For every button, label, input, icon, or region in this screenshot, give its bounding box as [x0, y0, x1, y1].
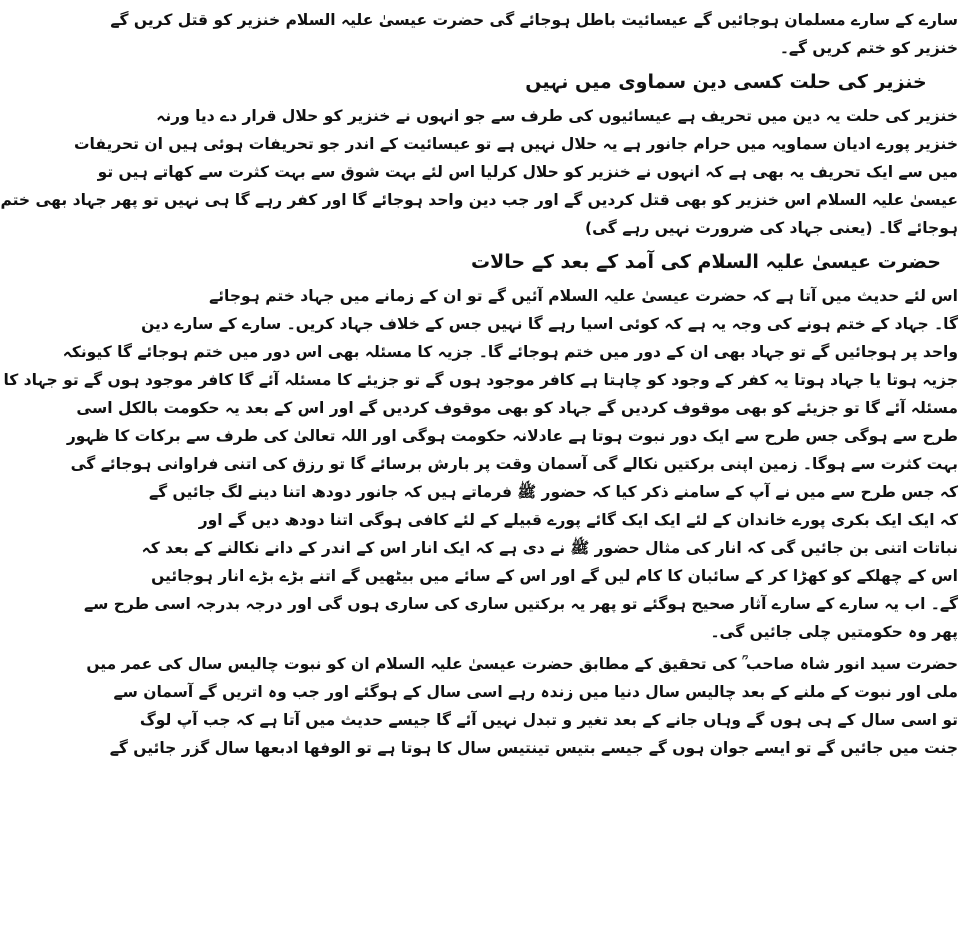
text-line: تو اسی سال کے ہی ہوں گے وہاں جانے کے بعد تغیر و تبدل نہیں آئے گا جیسے حدیث میں آتا ہے کہ جب آپ لوگ	[139, 711, 958, 729]
text-line: گے۔ اب یہ سارے کے سارے آثار صحیح ہوگئے تو پھر یہ برکتیں ساری کی ساری ہوں گی اور درجہ بدرجہ اسی طرح سے	[83, 595, 958, 613]
text-line: واحد پر ہوجائیں گے تو جہاد بھی ان کے دور میں ختم ہوجائے گا۔ جزیہ کا مسئلہ بھی اس دور میں ختم ہوجائے گا کیونکہ	[62, 343, 958, 361]
text-line: پھر وہ حکومتیں چلی جائیں گی۔	[710, 623, 958, 641]
section-heading-conditions: حضرت عیسیٰ علیہ السلام کی آمد کے بعد کے حالات	[471, 251, 941, 273]
text-line: خنزیر کی حلت یہ دین میں تحریف ہے عیسائیوں کی طرف سے جو انہوں نے خنزیر کو حلال قرار دے دیا ورنہ	[156, 107, 958, 125]
text-line: جنت میں جائیں گے تو ایسے جوان ہوں گے جیسے بتیس تینتیس سال کا ہوتا ہے تو الوفها ادبعها سال گزر جائیں گے	[109, 739, 958, 757]
text-line: اس لئے حدیث میں آتا ہے کہ حضرت عیسیٰ علیہ السلام آئیں گے تو ان کے زمانے میں جہاد ختم ہوجائے	[209, 287, 958, 305]
text-line: گا۔ جہاد کے ختم ہونے کی وجہ یہ ہے کہ کوئی اسیا رہے گا نہیں جس کے خلاف جہاد کریں۔ سارے کے سارے دین	[141, 315, 958, 333]
section-heading-pork: خنزیر کی حلت کسی دین سماوی میں نہیں	[525, 71, 927, 93]
text-line: خنزیر کو ختم کریں گے۔	[779, 39, 958, 57]
paragraph-intro	[110, 6, 958, 62]
text-line: میں سے ایک تحریف یہ بھی ہے کہ انہوں نے خنزیر کو حلال کرلیا اس لئے بہت شوق سے بہت کثرت سے کھاتے ہیں تو	[97, 163, 958, 181]
text-line: جزیہ ہوتا یا جہاد ہوتا یہ کفر کے وجود کو چاہتا ہے کافر موجود ہوں گے تو جزیئے کا مسئلہ آئے گا کافر موجود ہوں گے تو جہاد کا	[3, 371, 958, 389]
text-line: مسئلہ آئے گا تو جزیئے کو بھی موقوف کردیں گے جہاد کو بھی موقوف کردیں گے اور اس کے بعد یہ حکومت بالکل اسی	[76, 399, 958, 417]
text-line: کہ جس طرح سے میں نے آپ کے سامنے ذکر کیا کہ حضور ﷺ فرماتے ہیں کہ جانور دودھ اتنا دینے لگ جائیں گے	[149, 483, 958, 501]
text-line: سارے کے سارے مسلمان ہوجائیں گے عیسائیت باطل ہوجائے گی حضرت عیسیٰ علیہ السلام خنزیر کو قتل کریں گے	[110, 11, 958, 29]
text-line: عیسیٰ علیہ السلام اس خنزیر کو بھی قتل کردیں گے اور جب دین واحد ہوجائے گا اور کفر رہے گا ہی نہیں تو پھر جہاد بھی ختم	[0, 191, 958, 209]
paragraph-age	[86, 650, 958, 762]
text-line: کہ ایک ایک بکری پورے خاندان کے لئے ایک ایک گائے پورے قبیلے کے لئے کافی ہوگی اتنا دودھ دیں گے اور	[198, 511, 958, 529]
paragraph-conditions	[3, 282, 958, 646]
text-line: اس کے چھلکے کو کھڑا کر کے سائبان کا کام لیں گے اور اس کے سائے میں بیٹھیں گے اتنے بڑے بڑے انار ہوجائیں	[151, 567, 958, 585]
text-line: طرح سے ہوگی جس طرح سے ایک دور نبوت ہوتا ہے عادلانہ حکومت ہوگی اور اللہ تعالیٰ کی طرف سے برکات کا ظہور	[66, 427, 958, 445]
text-line: ملی اور نبوت کے ملنے کے بعد چالیس سال دنیا میں زندہ رہے اسی سال کے ہوگئے اور جب وہ اتریں گے آسمان سے	[113, 683, 958, 701]
paragraph-pork	[0, 102, 958, 242]
text-line: ہوجائے گا۔ (یعنی جہاد کی ضرورت نہیں رہے گی)	[585, 219, 958, 237]
text-line: خنزیر پورے ادیان سماویہ میں حرام جانور ہے یہ حلال نہیں ہے تو عیسائیت کے اندر جو تحریفات ہوئی ہیں ان تحریفات	[73, 135, 958, 153]
text-line: بہت کثرت سے ہوگا۔ زمین اپنی برکتیں نکالے گی آسمان وقت پر بارش برسائے گا تو رزق کی اتنی فراوانی ہوجائے گی	[70, 455, 958, 473]
text-line: نباتات اتنی بن جائیں گی کہ انار کی مثال حضور ﷺ نے دی ہے کہ ایک انار اس کے اندر کے دانے نکالنے کے بعد کہ	[141, 539, 958, 557]
text-line: حضرت سید انور شاہ صاحب ؒ کی تحقیق کے مطابق حضرت عیسیٰ علیہ السلام ان کو نبوت چالیس سال کی عمر میں	[86, 655, 958, 673]
